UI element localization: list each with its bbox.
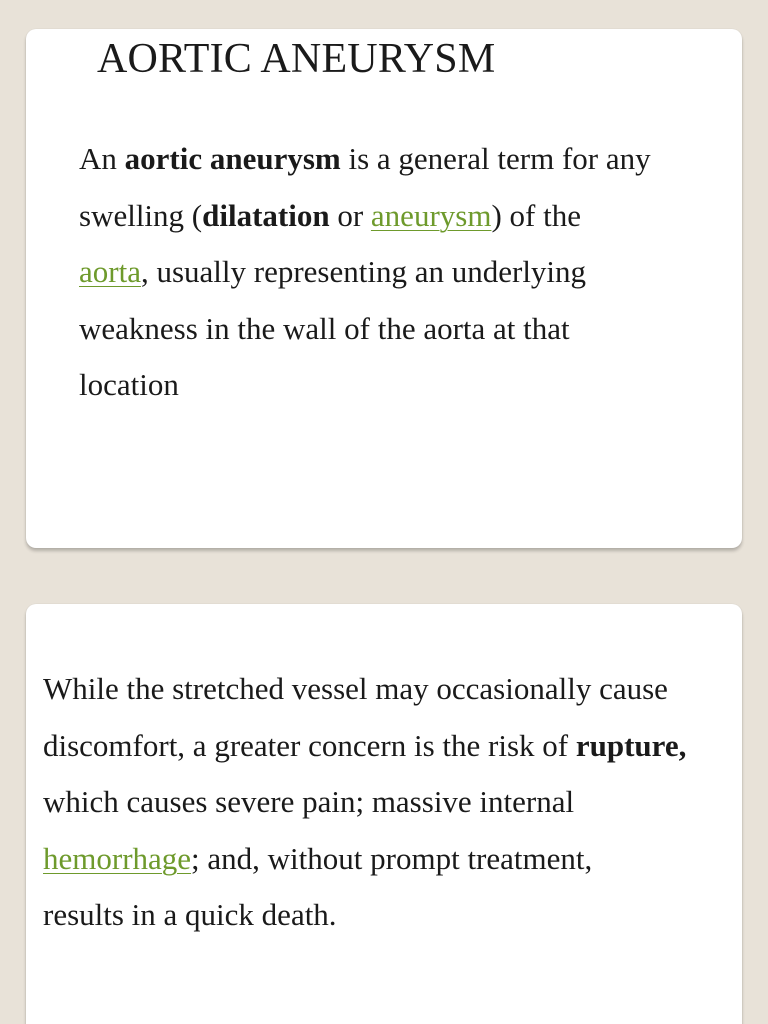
text-span: ; and, without prompt treatment,	[191, 840, 593, 876]
text-span: discomfort, a greater concern is the risk of	[43, 727, 576, 763]
text-span: An	[79, 141, 125, 176]
text-line	[79, 131, 651, 188]
term-rupture: rupture,	[575, 727, 687, 763]
text-line	[43, 831, 686, 888]
text-line	[43, 718, 686, 775]
text-line: While the stretched vessel may occasionally cause	[43, 671, 668, 706]
term-dilatation: dilatation	[202, 197, 330, 233]
slide-card-2	[26, 604, 742, 1024]
text-span: is a general term for any	[340, 141, 651, 176]
slide-card-1	[26, 29, 742, 548]
link-aorta[interactable]: aorta	[79, 254, 141, 289]
link-aneurysm[interactable]: aneurysm	[370, 197, 492, 233]
text-line: location	[79, 367, 179, 402]
text-line: weakness in the wall of the aorta at that	[79, 310, 570, 346]
definition-paragraph	[79, 131, 651, 414]
text-span: or	[329, 197, 371, 233]
text-line	[79, 244, 651, 301]
text-line	[79, 188, 651, 245]
term-aortic-aneurysm: aortic aneurysm	[124, 141, 341, 176]
text-line: results in a quick death.	[43, 897, 337, 932]
text-line: which causes severe pain; massive internal	[43, 784, 575, 819]
link-hemorrhage[interactable]: hemorrhage	[43, 840, 192, 876]
slide-title: AORTIC ANEURYSM	[97, 36, 496, 82]
text-span: , usually representing an underlying	[140, 254, 587, 289]
rupture-paragraph	[43, 661, 686, 944]
text-span: ) of the	[491, 197, 581, 233]
text-span: swelling (	[79, 197, 203, 233]
